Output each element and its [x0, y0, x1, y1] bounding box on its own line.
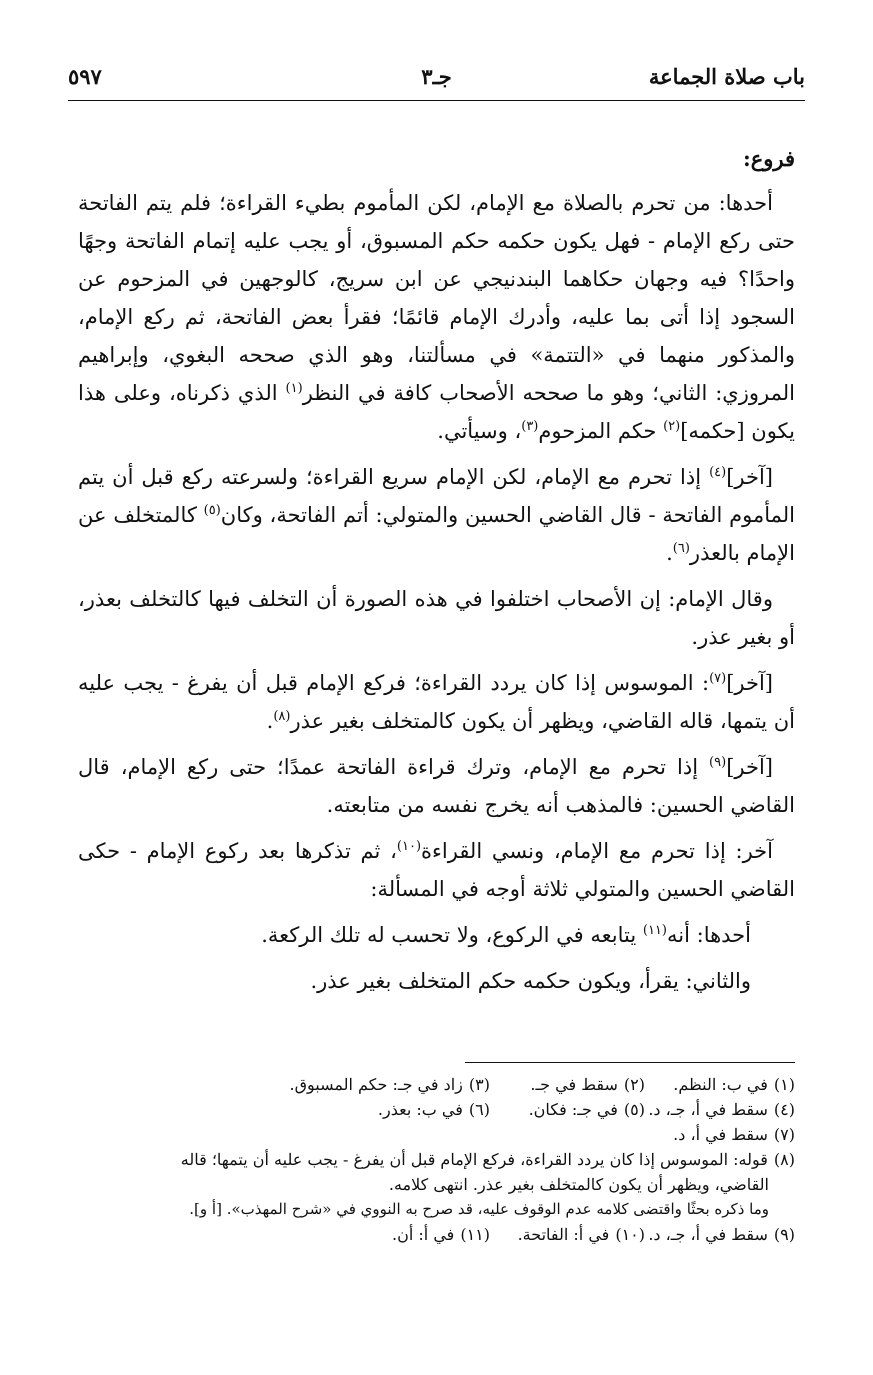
footnote-text: في أ: الفاتحة.: [517, 1225, 610, 1244]
footnote: [78, 1097, 490, 1122]
page-number: ٥٩٧: [68, 64, 102, 89]
footnote-text: سقط في أ، جـ، د.: [648, 1225, 768, 1244]
footnote-ref: (١٠): [396, 839, 422, 854]
paragraph-text: آخر: إذا تحرم مع الإمام، ونسي القراءة: [421, 839, 773, 863]
paragraph-text: [آخر]: [726, 671, 773, 695]
footnote-number: (١٠): [615, 1225, 645, 1244]
footnote-text: قوله: الموسوس إذا كان يردد القراءة، فركع الإمام قبل أن يفرغ - يجب عليه أن يتمها؛ قاله: [180, 1150, 768, 1169]
paragraph: [78, 664, 795, 740]
paragraph-text: حكم المزحوم: [538, 419, 657, 443]
list-item: [78, 916, 795, 954]
paragraph-text: .: [666, 541, 673, 565]
footnote-row: [78, 1122, 795, 1147]
paragraph: [78, 458, 795, 572]
footnote-ref: (٣): [521, 419, 539, 434]
footnote: [645, 1222, 795, 1247]
footnote-ref: (١): [285, 381, 303, 396]
footnote-row: [78, 1072, 795, 1097]
footnote-ref: (١١): [642, 923, 667, 938]
footnote-text: زاد في جـ: حكم المسبوق.: [289, 1075, 463, 1094]
footnote-ref: (٥): [203, 503, 221, 518]
volume-label: جـ٣: [421, 64, 452, 89]
footnote-ref: (٢): [663, 419, 681, 434]
paragraph: [78, 748, 795, 824]
paragraph-text: الذي ذكرناه، وعلى هذا يكون [حكمه]: [78, 381, 795, 443]
footnote-text: القاضي، ويظهر أن يكون كالمتخلف بغير عذر. انتهى كلامه.: [388, 1175, 769, 1194]
list-item: والثاني: يقرأ، ويكون حكمه حكم المتخلف بغير عذر.: [310, 969, 751, 993]
footnote-text: في ب: النظم.: [673, 1075, 768, 1094]
paragraph: [78, 184, 795, 450]
footnote-row: [78, 1097, 795, 1122]
footnote-number: (٢): [623, 1075, 645, 1094]
paragraph-text: : الموسوس إذا كان يردد القراءة؛ فركع الإمام قبل أن يفرغ - يجب عليه أن يتمها، قاله القاضي، ويظهر أن يكون كالمتخلف بغير عذر: [78, 671, 795, 733]
footnote-number: (٨): [773, 1150, 795, 1169]
paragraph-text: النظر: [302, 381, 351, 405]
footnote-number: (٥): [623, 1100, 645, 1119]
footnote: [490, 1097, 645, 1122]
footnote-ref: (٦): [672, 541, 690, 556]
header-rule: [68, 100, 805, 101]
footnote-text: سقط في أ، جـ، د.: [648, 1100, 768, 1119]
paragraph-text: [آخر]: [726, 755, 773, 779]
footnote-ref: (٩): [709, 755, 727, 770]
footnote: [78, 1222, 490, 1247]
footnote: [78, 1072, 490, 1097]
footnote-text: سقط في جـ.: [530, 1075, 618, 1094]
footnote: [490, 1222, 645, 1247]
paragraph-text: إذا تحرم مع الإمام، وترك قراءة الفاتحة عمدًا؛ حتى ركع الإمام، قال القاضي الحسين: فالمذهب أنه يخرج نفسه من متابعته.: [78, 755, 795, 817]
footnote-number: (٣): [468, 1075, 490, 1094]
footnote-text: في أ: أن.: [392, 1225, 455, 1244]
paragraph-text: .: [266, 709, 274, 733]
paragraph-text: كالمتخلف عن الإمام بالعذر: [78, 503, 795, 565]
footnotes: [78, 1072, 795, 1247]
footnote-text: سقط في أ، د.: [673, 1125, 768, 1144]
paragraph-text: أحدها: أنه: [667, 923, 751, 947]
footnote-number: (٤): [773, 1100, 795, 1119]
paragraph-text: [آخر]: [726, 465, 773, 489]
footnote: [645, 1097, 795, 1122]
paragraph: [78, 832, 795, 908]
footnote-text: وما ذكره بحثًا واقتضى كلامه عدم الوقوف عليه، قد صرح به النووي في «شرح المهذب». [أ و].: [189, 1200, 769, 1218]
footnote-ref: (٤): [709, 465, 727, 480]
footnote-ref: (٧): [709, 671, 727, 686]
main-text: [78, 140, 795, 1008]
footnote-text: في ب: بعذر.: [377, 1100, 463, 1119]
paragraph-text: إذا تحرم مع الإمام، لكن الإمام سريع القراءة؛ ولسرعته ركع قبل أن يتم المأموم الفاتحة - قال القاضي الحسين والمتولي: أتم الفاتحة، وكان: [78, 465, 795, 527]
footnote-rule: [465, 1062, 795, 1063]
footnote-text: في جـ: فكان.: [528, 1100, 618, 1119]
paragraph: وقال الإمام: إن الأصحاب اختلفوا في هذه الصورة أن التخلف فيها كالتخلف بعذر، أو بغير عذر.: [78, 587, 795, 649]
footnote-number: (١): [773, 1075, 795, 1094]
paragraph-text: ، وسيأتي.: [437, 419, 522, 443]
footnote-number: (١١): [460, 1225, 490, 1244]
footnote: [645, 1072, 795, 1097]
footnote: [78, 1147, 795, 1172]
page-header: [68, 64, 805, 96]
footnote: [490, 1072, 645, 1097]
footnote-number: (٦): [468, 1100, 490, 1119]
paragraph-text: يتابعه في الركوع، ولا تحسب له تلك الركعة.: [261, 923, 637, 947]
footnote: [645, 1122, 795, 1147]
section-heading: فروع:: [742, 146, 795, 171]
footnote-ref: (٨): [273, 709, 291, 724]
footnote-number: (٧): [773, 1125, 795, 1144]
paragraph-text: ، ثم تذكرها بعد ركوع الإمام - حكى القاضي الحسين والمتولي ثلاثة أوجه في المسألة:: [78, 839, 795, 901]
running-title: باب صلاة الجماعة: [648, 64, 805, 89]
footnote-number: (٩): [773, 1225, 795, 1244]
footnote-row: [78, 1222, 795, 1247]
paragraph-text: أحدها: من تحرم بالصلاة مع الإمام، لكن المأموم بطيء القراءة؛ فلم يتم الفاتحة حتى ركع الإمام - فهل يكون حكمه حكم المسبوق، أو يجب عليه إتمام الفاتحة وجهًا واحدًا؟ فيه وجهان حكاهما البندنيجي عن ابن سريج، كالوجهين في المزحوم عن السجود إذا أتى بما عليه، وأدرك الإمام قائمًا؛ فقرأ بعض الفاتحة، ثم ركع الإمام، والمذكور منهما في «التتمة» في مسألتنا، وهو الذي صححه البغوي، وإبراهيم المروزي: الثاني؛ وهو ما صححه الأصحاب كافة في: [78, 191, 795, 405]
